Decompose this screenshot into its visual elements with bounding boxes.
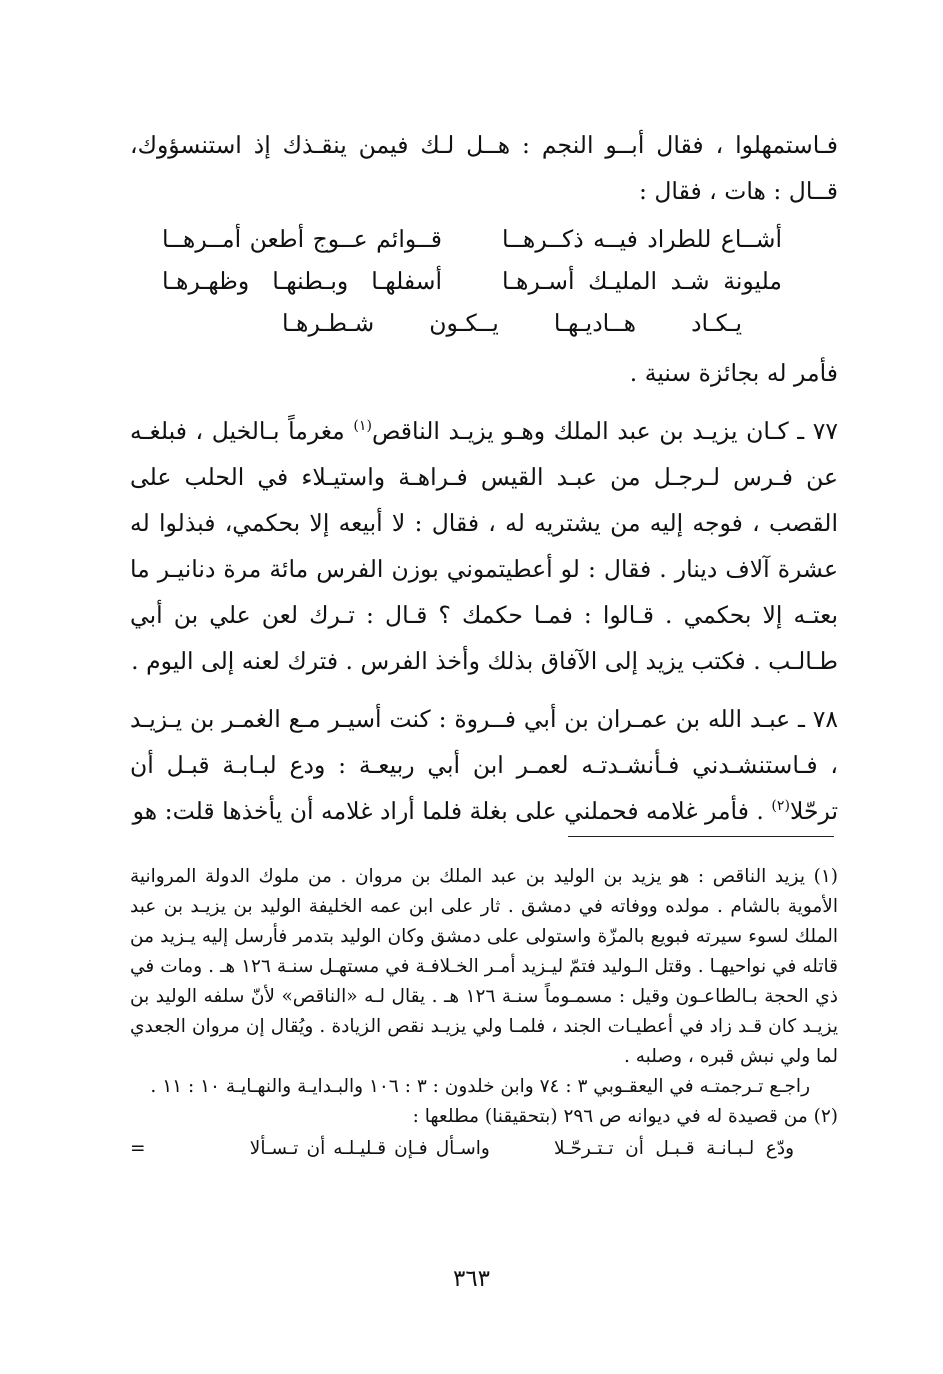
footnote-2: (٢) من قصيدة له في ديوانه ص ٢٩٦ (بتحقيقنا) مطلعها : xyxy=(412,1106,838,1127)
poem-line xyxy=(162,260,782,302)
paragraph-text: ٧٨ ـ عبـد الله بن عمـران بن أبي فــروة : كنت أسيـر مـع الغمـر بن يـزيـد ، فـاستنشـدني فـأنشـدتـه لعمـر ابن أبي ربيعـة : ودع لبـابـة قبـل أن ترحّلا xyxy=(130,705,838,825)
continuation-mark: = xyxy=(130,1138,146,1159)
footnote-marker: (١) xyxy=(353,418,372,435)
second-hemistich: واسـأل فـإن قـليـلـه أن تـسـألا xyxy=(249,1138,490,1159)
poem-line xyxy=(162,302,782,344)
paragraph-78 xyxy=(130,696,838,834)
paragraph-77 xyxy=(130,408,838,684)
paragraph-text: مغرماً بـالخيل ، فبلغـه عن فـرس لـرجـل من عبـد القيس فـراهـة واستيـلاء في الحلب على القصب ، فوجه إليه من يشتريه له ، فقال : لا أبيعه إلا بحكمي، فبذلوا له عشرة آلاف دينار . فقال : لو أعطيتموني بوزن الفرس مائة مرة دنانيـر ما بعتـه إلا بحكمي . قـالوا : فمـا حكمك ؟ قـال : تـرك لعن علي بن أبي طـالـب . فكتب يزيد إلى الآفاق بذلك وأخذ الفرس . فترك لعنه إلى اليوم . xyxy=(130,417,838,675)
footnote-separator xyxy=(568,836,834,837)
second-hemistich: أسفلهـا وبـطنهـا وظهـرهـا xyxy=(162,267,442,295)
main-text xyxy=(130,122,838,834)
first-hemistich: مليونة شـد المليـك أسـرهـا xyxy=(502,267,782,295)
poem xyxy=(162,218,782,344)
paragraph-text: ٧٧ ـ كـان يزيـد بن عبد الملك وهـو يزيـد الناقص xyxy=(371,417,839,445)
second-hemistich: قــوائم عــوج أطعن أمــرهــا xyxy=(162,225,442,253)
first-hemistich: أشــاع للطراد فيــه ذكــرهــا xyxy=(502,225,782,253)
poem-line xyxy=(162,218,782,260)
footnote-verse xyxy=(130,1134,838,1164)
footnotes xyxy=(130,862,838,1164)
footnote-1: (١) يزيد الناقص : هو يزيد بن الوليد بن عبد الملك بن مروان . من ملوك الدولة المروانية الأموية بالشام . مولده ووفاته في دمشق . ثار على ابن عمه الخليفة الوليد بن يزيـد بن عبد الملك لسوء سيرته فبويع بالمزّة واستولى على دمشق وكان الوليد بتدمر فأرسل إليه يـزيد من قاتله في نواحيهـا . وقتل الـوليد فتمّ ليـزيد أمـر الخـلافـة في مستهـل سنـة ١٢٦ هـ . ومات في ذي الحجة بـالطاعـون وقيل : مسمـوماً سنـة ١٢٦ هـ . يقال لـه «الناقص» لأنّ سلفه الوليد بن يزيـد كان قـد زاد في أعطيـات الجند ، فلمـا ولي يزيـد نقص الزيادة . ويُقال إن مروان الجعدي لما ولي نبش قبره ، وصلبه . xyxy=(130,866,839,1067)
paragraph: فأمر له بجائزة سنية . xyxy=(629,359,838,387)
footnote-marker: (٢) xyxy=(771,798,790,815)
first-hemistich: ودّع لـبـانـة قـبـل أن تـتـرحّـلا xyxy=(554,1138,794,1159)
paragraph-text: . فأمر غلامه فحملني على بغلة فلما أراد غلامه أن يأخذها قلت: هو xyxy=(132,797,772,825)
single-hemistich: يـكـاد هــاديـهـا يــكـون شـطـرهـا xyxy=(282,309,742,337)
page-number: ٣٦٣ xyxy=(452,1266,491,1292)
paragraph: فـاستمهلوا ، فقال أبــو النجم : هــل لـك فيمن ينقـذك إذ استنسؤوك، قــال : هات ، فقال : xyxy=(130,131,838,205)
footnote-1-reference: راجـع تـرجمتـه في اليعقـوبي ٣ : ٧٤ وابن خلدون : ٣ : ١٠٦ والبـدايـة والنهـايـة ١٠ : ١١ . xyxy=(150,1076,810,1097)
